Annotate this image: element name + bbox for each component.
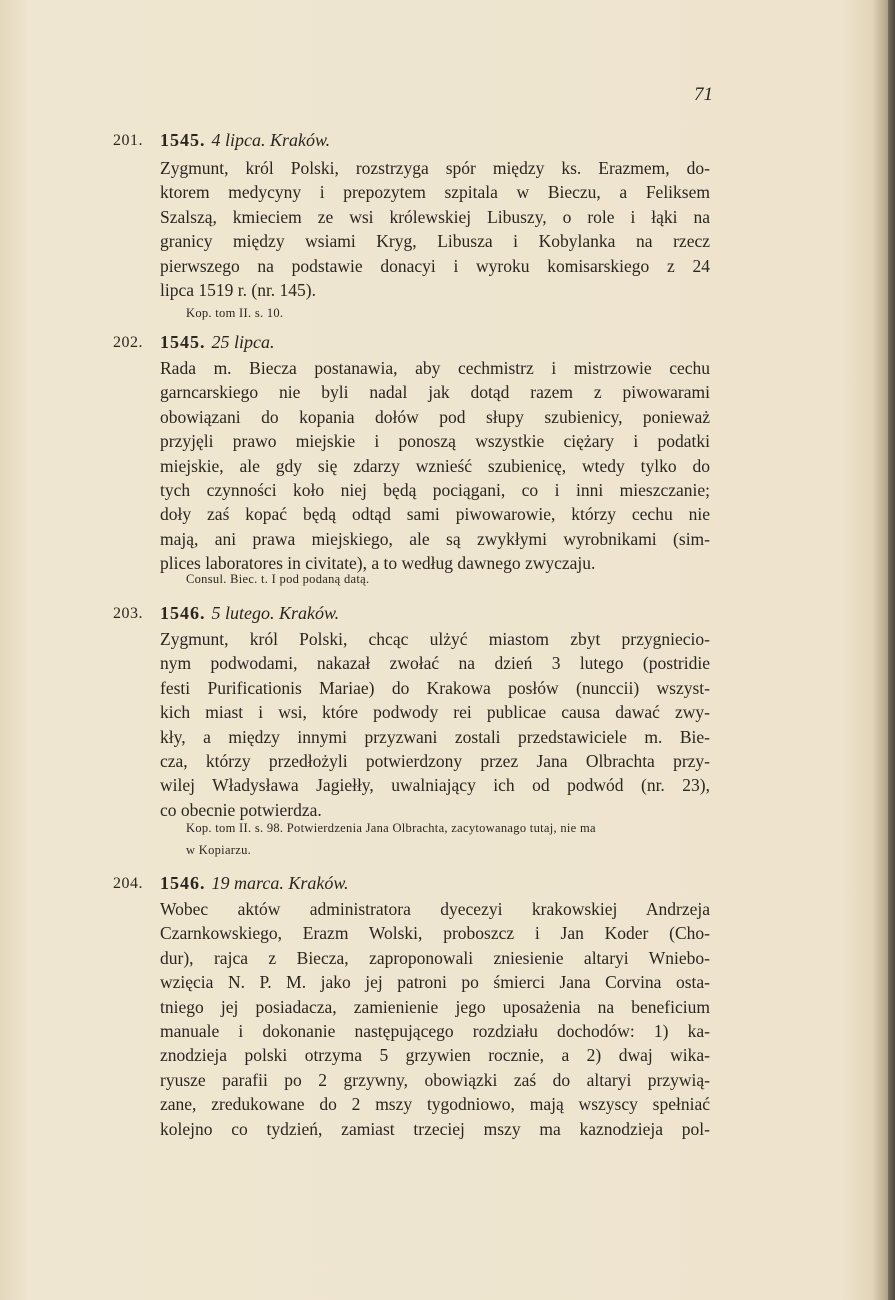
- entry-year: 1545.: [160, 130, 206, 150]
- body-line: nym podwodami, nakazał zwołać na dzień 3 lutego (postridie: [160, 653, 710, 674]
- body-line: obowiązani do kopania dołów pod słupy szubienicy, ponieważ: [160, 406, 710, 427]
- entry-body: [160, 156, 710, 302]
- body-line: doły zaś kopać będą odtąd sami piwowarowie, którzy cechu nie: [160, 504, 710, 525]
- source-line: Consul. Biec. t. I pod podaną datą.: [186, 572, 370, 586]
- body-line: kły, a między innymi przyzwani zostali przedstawiciele m. Bie-: [160, 726, 710, 747]
- body-line: Czarnkowskiego, Erazm Wolski, proboszcz i Jan Koder (Cho-: [160, 923, 710, 944]
- entry-body: [160, 897, 710, 1141]
- body-line: manuale i dokonanie następującego rozdziału dochodów: 1) ka-: [160, 1021, 710, 1042]
- entry-body: [160, 356, 710, 576]
- entry-heading: [160, 873, 349, 894]
- entry-number: 202.: [113, 334, 143, 351]
- body-line: pierwszego na podstawie donacyi i wyroku komisarskiego z 24: [160, 255, 710, 276]
- body-line: przyjęli prawo miejskie i ponoszą wszystkie ciężary i podatki: [160, 431, 710, 452]
- body-line: tych czynności koło niej będą pociągani, co i inni mieszczanie;: [160, 480, 710, 501]
- entry-source: [186, 817, 746, 861]
- body-line: Zygmunt, król Polski, chcąc ulżyć miastom zbyt przygniecio-: [160, 629, 710, 649]
- body-line: cza, którzy przedłożyli potwierdzony przez Jana Olbrachta przy-: [160, 751, 710, 772]
- body-line: kolejno co tydzień, zamiast trzeciej mszy ma kaznodzieja pol-: [160, 1118, 710, 1139]
- body-line: Wobec aktów administratora dyecezyi krakowskiej Andrzeja: [160, 899, 710, 919]
- body-line: miejskie, ale gdy się zdarzy wznieść szubienicę, wtedy tylko do: [160, 455, 710, 476]
- body-line: Rada m. Biecza postanawia, aby cechmistrz i mistrzowie cechu: [160, 358, 710, 378]
- entry-year: 1546.: [160, 603, 206, 623]
- entry-heading: [160, 603, 339, 624]
- source-line: Kop. tom II. s. 10.: [186, 306, 284, 320]
- body-line: tniego jej posiadacza, zamienienie jego uposażenia na beneficium: [160, 996, 710, 1017]
- entry-source: [186, 302, 746, 324]
- book-spine-edge: [888, 0, 895, 1300]
- body-line: wilej Władysława Jagiełły, uwalniający ich od podwód (nr. 23),: [160, 775, 710, 796]
- body-line: mają, ani prawa miejskiego, ale są zwykłymi wyrobnikami (sim-: [160, 528, 710, 549]
- entry-number: 204.: [113, 875, 143, 892]
- body-line: Szalszą, kmieciem ze wsi królewskiej Libuszy, o role i łąki na: [160, 206, 710, 227]
- body-line: ryusze parafii po 2 grzywny, obowiązki zaś do altaryi przywią-: [160, 1069, 710, 1090]
- body-line: granicy między wsiami Kryg, Libusza i Kobylanka na rzecz: [160, 231, 710, 252]
- entry-number: 203.: [113, 605, 143, 622]
- body-line: zane, zredukowane do 2 mszy tygodniowo, mają wszyscy spełniać: [160, 1094, 710, 1115]
- source-line: Kop. tom II. s. 98. Potwierdzenia Jana Olbrachta, zacytowanago tutaj, nie ma: [186, 821, 596, 835]
- body-line: dur), rajca z Biecza, zaproponowali zniesienie altaryi Wniebo-: [160, 947, 710, 968]
- body-line: Zygmunt, król Polski, rozstrzyga spór między ks. Erazmem, do-: [160, 158, 710, 178]
- entry-year: 1545.: [160, 332, 206, 352]
- page-number: 71: [694, 84, 713, 105]
- entry-heading: [160, 332, 275, 353]
- body-line: ktorem medycyny i prepozytem szpitala w Bieczu, a Feliksem: [160, 182, 710, 203]
- body-line: lipca 1519 r. (nr. 145).: [160, 280, 317, 301]
- body-line: znodzieja polski otrzyma 5 grzywien rocznie, a 2) dwaj wika-: [160, 1045, 710, 1066]
- entry-number: 201.: [113, 132, 143, 149]
- entry-source: [186, 568, 746, 590]
- entry-date: 25 lipca.: [211, 332, 275, 352]
- entry-date: 19 marca. Kraków.: [211, 873, 349, 893]
- entry-heading: [160, 130, 330, 151]
- source-line: w Kopiarzu.: [186, 843, 252, 857]
- entry-date: 5 lutego. Kraków.: [211, 603, 340, 623]
- entry-year: 1546.: [160, 873, 206, 893]
- body-line: kich miast i wsi, które podwody rei publicae causa dawać zwy-: [160, 702, 710, 723]
- body-line: co obecnie potwierdza.: [160, 799, 322, 820]
- body-line: festi Purificationis Mariae) do Krakowa posłów (nunccii) wszyst-: [160, 677, 710, 698]
- entry-date: 4 lipca. Kraków.: [211, 130, 331, 150]
- entry-body: [160, 627, 710, 822]
- body-line: wzięcia N. P. M. jako jej patroni po śmierci Jana Corvina osta-: [160, 972, 710, 993]
- body-line: plices laboratores in civitate), a to według dawnego zwyczaju.: [160, 553, 596, 574]
- body-line: garncarskiego nie byli nadal jak dotąd razem z piwowarami: [160, 382, 710, 403]
